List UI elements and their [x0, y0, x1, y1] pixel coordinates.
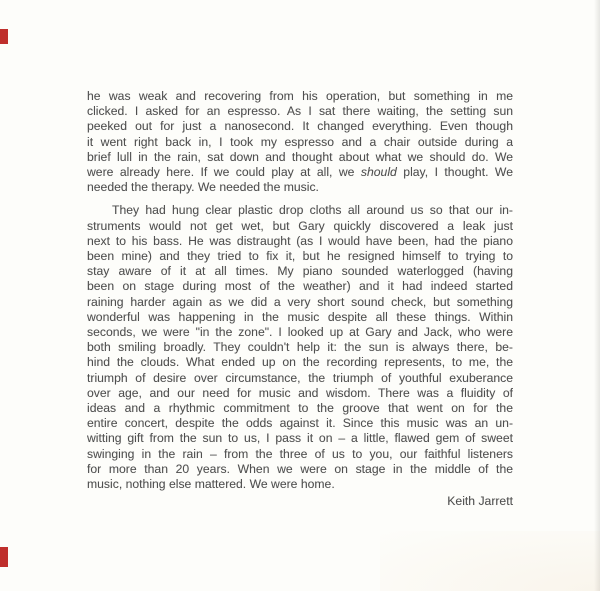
text-line: peeked out for just a nanosecond. It changed everything. Even though	[87, 119, 513, 134]
scan-edge-shadow	[594, 0, 600, 591]
author-signature: Keith Jarrett	[447, 494, 513, 508]
text-line: he was weak and recovering from his operation, but something in me	[87, 89, 513, 103]
text-line: clicked. I asked for an espresso. As I sat there waiting, the setting sun	[87, 104, 513, 119]
text-line: triumph of desire over circumstance, the triumph of youthful exuberance	[87, 370, 513, 385]
text-line: for more than 20 years. When we were on stage in the middle of the	[87, 461, 513, 476]
liner-notes-text	[87, 89, 513, 492]
text-line: ideas and a rhythmic commitment to the groove that went on for the	[87, 401, 513, 416]
text-line: entire concert, despite the odds against it. Since this music was an un-	[87, 416, 513, 431]
paragraph	[87, 89, 513, 195]
text-line: brief lull in the rain, sat down and thought about what we should do. We	[87, 149, 513, 164]
text-line: They had hung clear plastic drop cloths all around us so that our in-	[112, 203, 513, 218]
text-line: raining harder again as we did a very short sound check, but something	[87, 294, 513, 309]
text-line: hind the clouds. What ended up on the recording represents, to me, the	[87, 355, 513, 370]
text-line: been mine) and they tried to fix it, but he resigned himself to trying to	[87, 249, 513, 264]
text-line: needed the therapy. We needed the music.	[87, 180, 319, 195]
text-line: struments would not get wet, but Gary quickly discovered a leak just	[87, 218, 513, 233]
text-line: swinging in the rain – from the three of us to you, our faithful listeners	[87, 446, 513, 461]
text-line: witting gift from the sun to us, I pass it on – a little, flawed gem of sweet	[87, 431, 513, 446]
text-line: over age, and our need for music and wisdom. There was a fluidity of	[87, 385, 513, 400]
text-line: been on stage during most of the weather) and it had indeed started	[87, 279, 513, 294]
scan-corner-tint	[380, 531, 600, 591]
text-line: music, nothing else mattered. We were home.	[87, 477, 335, 492]
paragraph	[87, 203, 513, 492]
text-line: stay aware of it at all times. My piano sounded waterlogged (having	[87, 264, 513, 279]
red-registration-mark-bottom	[0, 547, 8, 567]
text-line: were already here. If we could play at all, we should play, I thought. We	[87, 165, 513, 180]
text-line: it went right back in, I took my espresso and a chair outside during a	[87, 134, 513, 149]
red-registration-mark-top	[0, 29, 8, 44]
text-line: wonderful was happening in the music despite all these things. Within	[87, 309, 513, 324]
text-line: seconds, we were "in the zone". I looked up at Gary and Jack, who were	[87, 325, 513, 340]
text-line: next to his bass. He was distraught (as I would have been, had the piano	[87, 233, 513, 248]
text-line: both smiling broadly. They couldn't help it: the sun is always there, be-	[87, 340, 513, 355]
